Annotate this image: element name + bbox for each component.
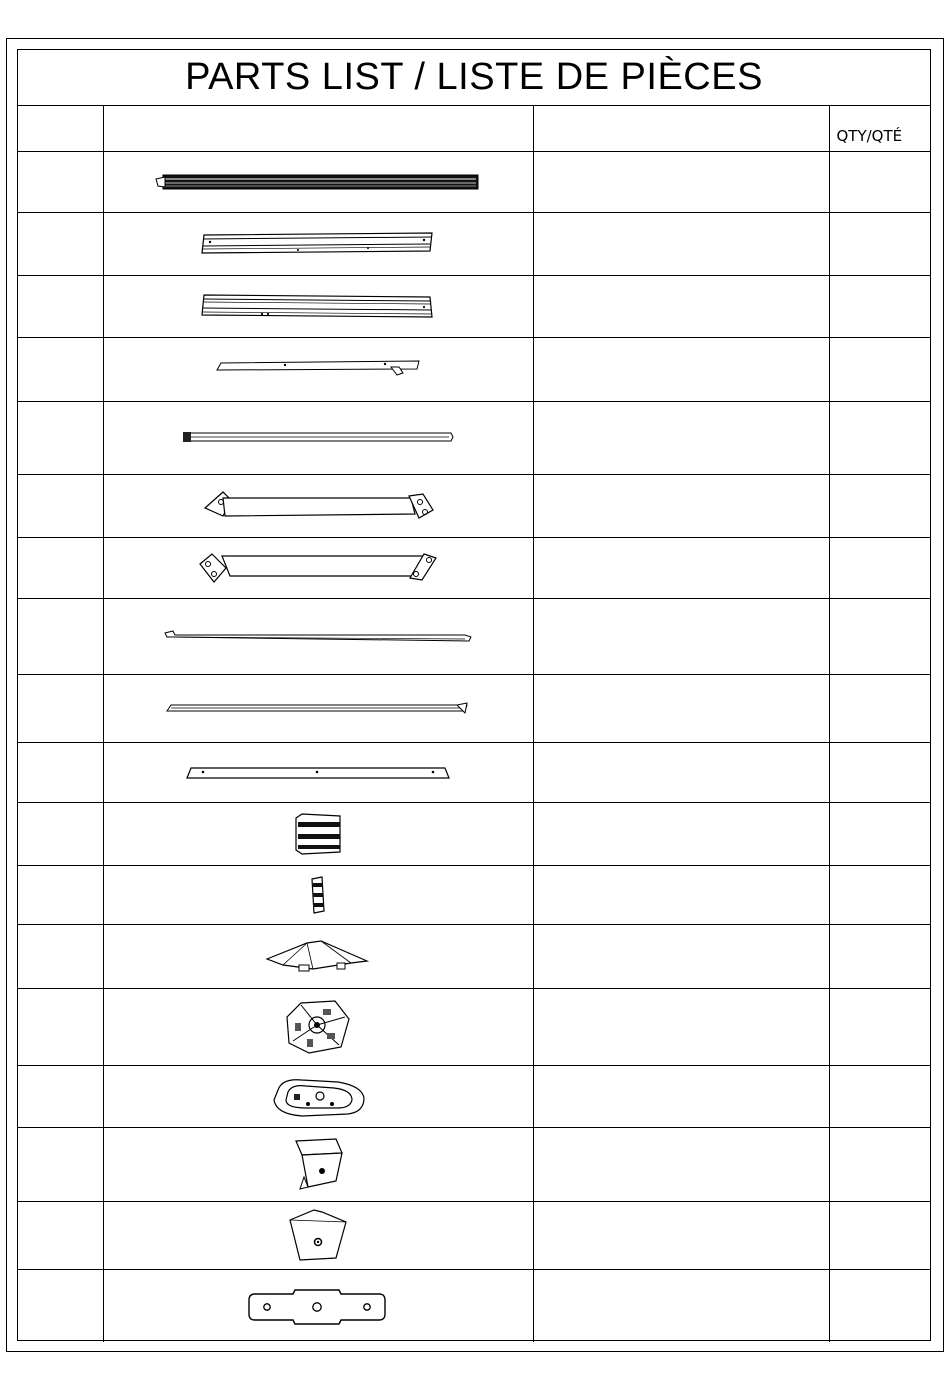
part-description-cell (533, 1270, 829, 1342)
part-description-cell (533, 276, 829, 338)
part-image-cell (103, 152, 533, 213)
part-qty-cell (829, 538, 930, 599)
bent-bracket-icon (290, 1137, 346, 1193)
table-row (18, 1128, 930, 1202)
part-image-cell (103, 538, 533, 599)
part-image-cell (103, 1270, 533, 1342)
part-number-cell (18, 538, 103, 599)
table-row (18, 338, 930, 402)
part-description-cell (533, 402, 829, 475)
angle-bar-icon (163, 701, 473, 717)
part-qty-cell (829, 1270, 930, 1342)
part-qty-cell (829, 866, 930, 925)
table-row (18, 743, 930, 803)
part-description-cell (533, 475, 829, 538)
channel-beam-icon (198, 230, 438, 258)
part-number-header (18, 106, 103, 152)
part-image-cell (103, 866, 533, 925)
part-qty-cell (829, 743, 930, 803)
part-number-cell (18, 675, 103, 743)
part-qty-cell (829, 338, 930, 402)
table-row (18, 1066, 930, 1128)
double-channel-beam-icon (198, 292, 438, 322)
part-qty-cell (829, 599, 930, 675)
table-row (18, 213, 930, 276)
part-number-cell (18, 402, 103, 475)
part-image-cell (103, 743, 533, 803)
part-qty-cell (829, 925, 930, 989)
part-number-cell (18, 152, 103, 213)
part-number-cell (18, 599, 103, 675)
roof-cap-icon (263, 937, 373, 977)
part-image-cell (103, 803, 533, 866)
short-bar-icon (213, 359, 423, 381)
part-image-cell (103, 675, 533, 743)
part-description-cell (533, 538, 829, 599)
part-number-cell (18, 1270, 103, 1342)
part-description-cell (533, 675, 829, 743)
flat-bar-icon (183, 764, 453, 782)
tube-rail-icon (181, 429, 456, 447)
base-plate-icon (268, 1074, 368, 1120)
part-number-cell (18, 989, 103, 1066)
part-image-cell (103, 402, 533, 475)
table-row (18, 989, 930, 1066)
part-qty-cell (829, 152, 930, 213)
part-qty-cell (829, 276, 930, 338)
parts-table (18, 105, 930, 1342)
header-row (18, 106, 930, 152)
part-description-header (533, 106, 829, 152)
part-number-cell (18, 475, 103, 538)
part-description-cell (533, 743, 829, 803)
part-number-cell (18, 866, 103, 925)
part-image-cell (103, 925, 533, 989)
part-description-cell (533, 989, 829, 1066)
title-row (18, 50, 930, 106)
part-description-cell (533, 599, 829, 675)
connector-plate-icon (247, 1286, 389, 1326)
part-qty-cell (829, 803, 930, 866)
part-image-header (103, 106, 533, 152)
table-row (18, 803, 930, 866)
table-row (18, 1270, 930, 1342)
table-row (18, 925, 930, 989)
part-image-cell (103, 475, 533, 538)
part-description-cell (533, 152, 829, 213)
table-row (18, 1202, 930, 1270)
parts-list-sheet (17, 49, 931, 1341)
part-image-cell (103, 1202, 533, 1270)
part-qty-cell (829, 475, 930, 538)
long-dark-rail-icon (153, 171, 483, 193)
page-title: PARTS LIST / LISTE DE PIÈCES (185, 56, 763, 98)
part-image-cell (103, 989, 533, 1066)
part-image-cell (103, 213, 533, 276)
part-image-cell (103, 338, 533, 402)
part-qty-cell (829, 1066, 930, 1128)
hub-plate-icon (283, 999, 353, 1055)
part-number-cell (18, 1202, 103, 1270)
qty-header: QTY/QTÉ (829, 106, 930, 152)
table-row (18, 276, 930, 338)
part-image-cell (103, 1128, 533, 1202)
part-number-cell (18, 213, 103, 276)
part-description-cell (533, 866, 829, 925)
part-number-cell (18, 276, 103, 338)
part-description-cell (533, 213, 829, 276)
part-number-cell (18, 338, 103, 402)
part-image-cell (103, 1066, 533, 1128)
part-description-cell (533, 1128, 829, 1202)
part-qty-cell (829, 989, 930, 1066)
part-qty-cell (829, 675, 930, 743)
long-slim-bar-icon (161, 629, 476, 645)
corner-bracket-small-icon (308, 875, 328, 915)
part-number-cell (18, 925, 103, 989)
part-image-cell (103, 599, 533, 675)
table-row (18, 675, 930, 743)
table-row (18, 599, 930, 675)
part-description-cell (533, 803, 829, 866)
part-qty-cell (829, 1128, 930, 1202)
table-row (18, 866, 930, 925)
part-qty-cell (829, 213, 930, 276)
part-number-cell (18, 743, 103, 803)
part-number-cell (18, 1066, 103, 1128)
part-image-cell (103, 276, 533, 338)
part-description-cell (533, 925, 829, 989)
table-row (18, 152, 930, 213)
part-qty-cell (829, 402, 930, 475)
angled-brace-icon (201, 488, 436, 524)
part-description-cell (533, 1202, 829, 1270)
part-description-cell (533, 338, 829, 402)
part-number-cell (18, 1128, 103, 1202)
pentagon-bracket-icon (286, 1208, 350, 1264)
table-row (18, 538, 930, 599)
corner-bracket-large-icon (292, 812, 344, 856)
part-description-cell (533, 1066, 829, 1128)
part-qty-cell (829, 1202, 930, 1270)
table-row (18, 475, 930, 538)
angled-brace-icon (196, 550, 441, 586)
table-row (18, 402, 930, 475)
part-number-cell (18, 803, 103, 866)
